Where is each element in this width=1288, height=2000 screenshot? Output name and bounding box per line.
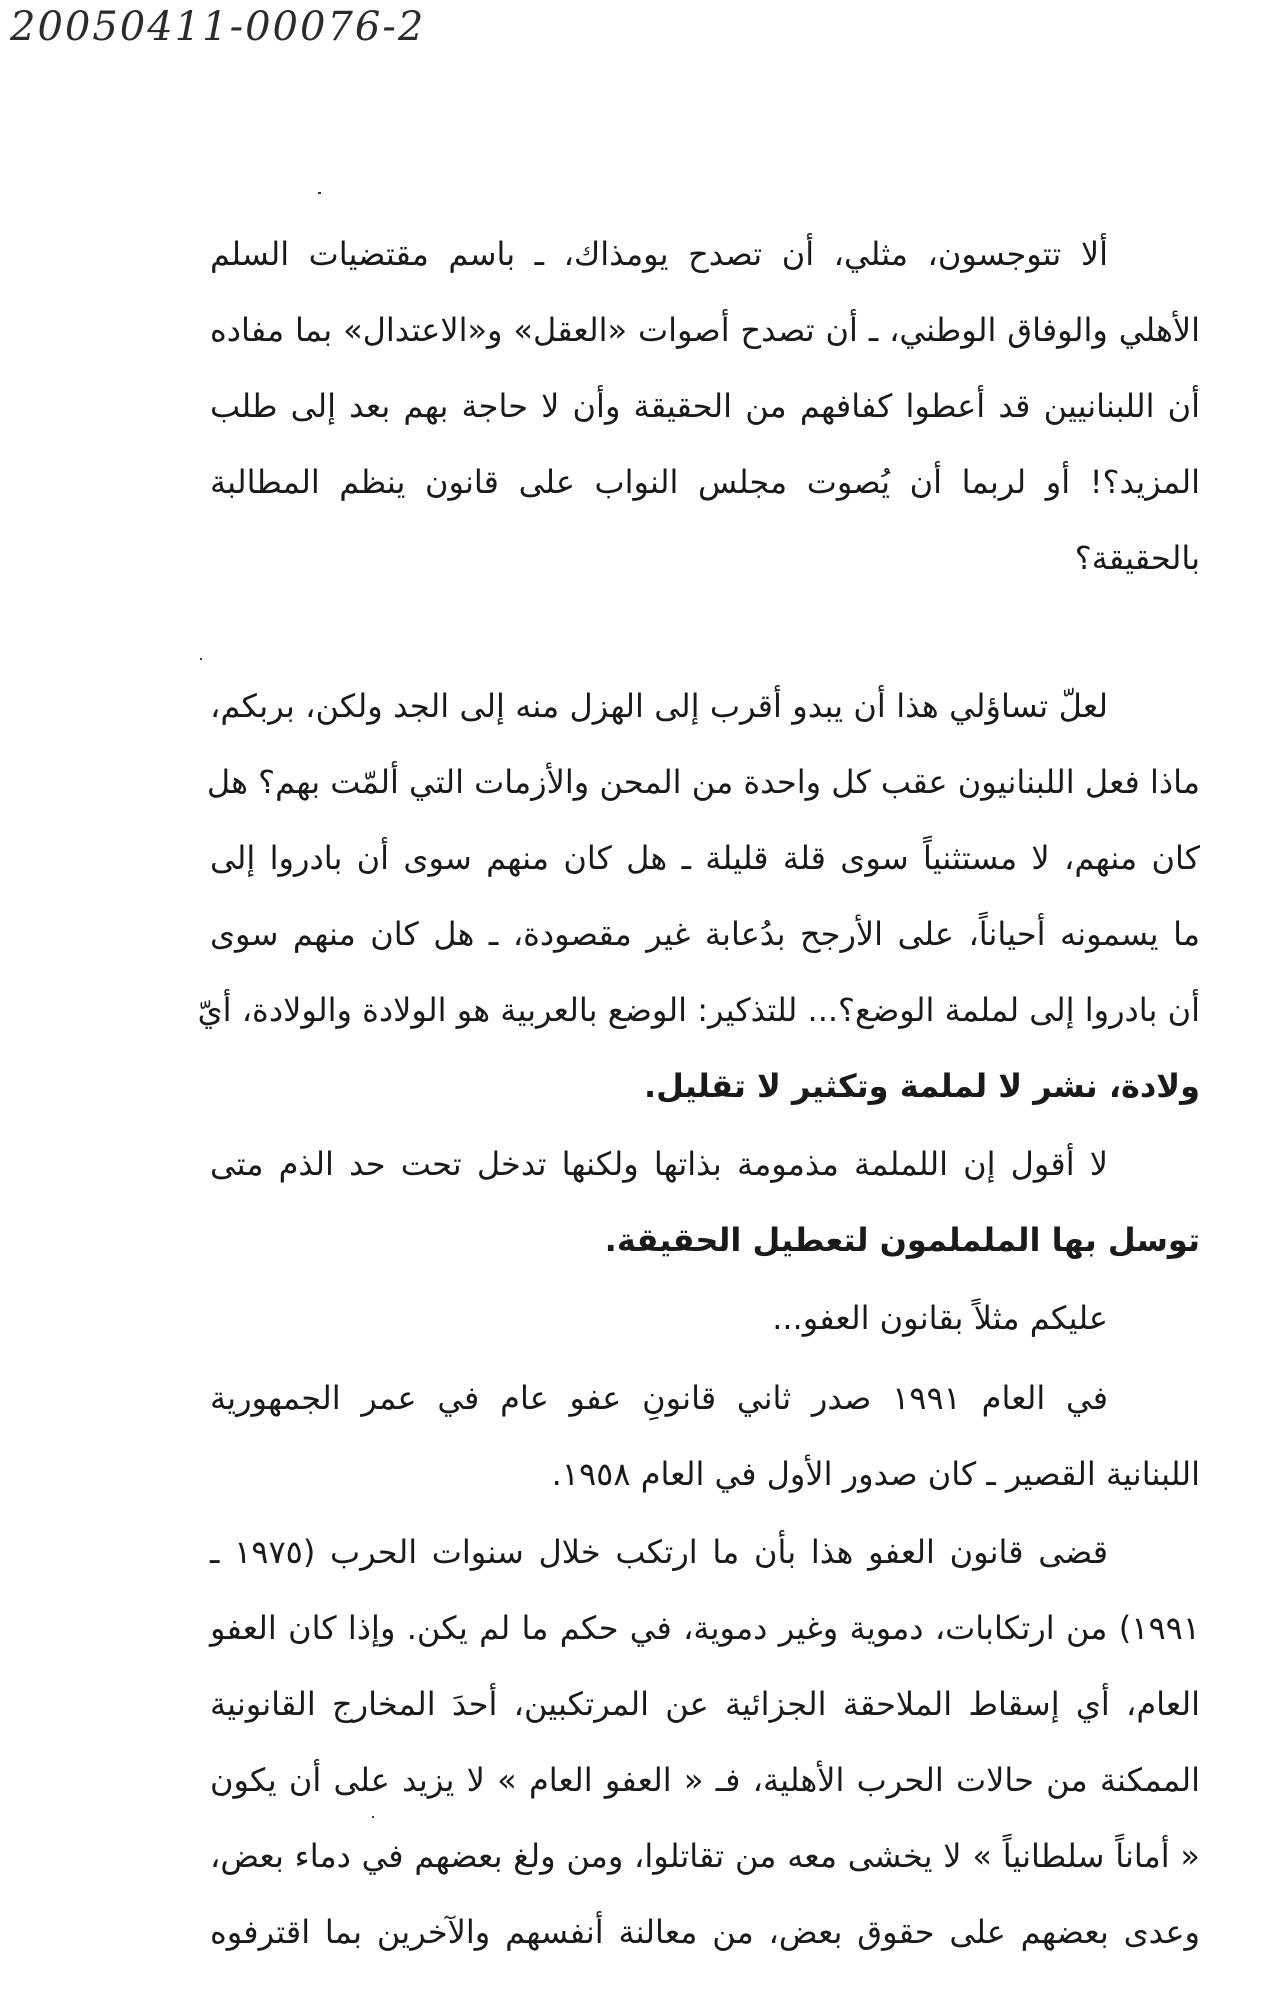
scan-speck [318,192,321,194]
text-line: قضى قانون العفو هذا بأن ما ارتكب خلال سنوات الحرب (١٩٧٥ ـ [210,1533,1109,1571]
paragraph-6 [210,1514,1200,1970]
text-line: ما يسمونه أحياناً، على الأرجح بدُعابة غير مقصودة، ـ هل كان منهم سوى [210,915,1200,953]
text-line: أن اللبنانيين قد أعطوا كفافهم من الحقيقة وأن لا حاجة بهم بعد إلى طلب [210,387,1200,425]
text-line: الممكنة من حالات الحرب الأهلية، فـ « العفو العام » لا يزيد على أن يكون [210,1761,1200,1799]
text-line: أن بادروا إلى لملمة الوضع؟... للتذكير: الوضع بالعربية هو الولادة والولادة، أيّ [197,991,1200,1029]
text-line: عليكم مثلاً بقانون العفو... [772,1299,1108,1337]
paragraph-5 [210,1360,1200,1512]
text-line: توسل بها الململمون لتعطيل الحقيقة. [604,1221,1200,1259]
text-line: « أماناً سلطانياً » لا يخشى معه من تقاتلوا، ومن ولغ بعضهم في دماء بعض، [210,1837,1200,1875]
text-line: لا أقول إن اللملمة مذمومة بذاتها ولكنها تدخل تحت حد الذم متى [210,1145,1108,1183]
text-line: العام، أي إسقاط الملاحقة الجزائية عن المرتكبين، أحدَ المخارج القانونية [210,1685,1200,1723]
paragraph-4 [210,1280,1200,1356]
paragraph-2 [197,668,1200,1124]
handwritten-document-id: 20050411-00076-2 [10,4,426,50]
text-line: الأهلي والوفاق الوطني، ـ أن تصدح أصوات «العقل» و«الاعتدال» بما مفاده [210,311,1200,349]
scan-speck [200,658,202,660]
text-line: ١٩٩١) من ارتكابات، دموية وغير دموية، في حكم ما لم يكن. وإذا كان العفو [210,1609,1200,1647]
text-line: وعدى بعضهم على حقوق بعض، من معالنة أنفسهم والآخرين بما اقترفوه [210,1913,1200,1951]
text-line: ألا تتوجسون، مثلي، أن تصدح يومذاك، ـ باسم مقتضيات السلم [210,235,1108,273]
text-line: ماذا فعل اللبنانيون عقب كل واحدة من المحن والأزمات التي ألمّت بهم؟ هل [206,763,1200,801]
paragraph-3 [210,1126,1200,1278]
text-line: في العام ١٩٩١ صدر ثاني قانونِ عفو عام في عمر الجمهورية [210,1379,1109,1417]
text-line: بالحقيقة؟ [1074,539,1200,577]
text-line: لعلّ تساؤلي هذا أن يبدو أقرب إلى الهزل منه إلى الجد ولكن، بربكم، [210,687,1108,725]
paragraph-1 [210,216,1200,596]
text-line: ولادة، نشر لا لملمة وتكثير لا تقليل. [644,1067,1200,1105]
text-line: اللبنانية القصير ـ كان صدور الأول في العام ١٩٥٨. [551,1455,1200,1493]
text-line: المزيد؟! أو لربما أن يُصوت مجلس النواب على قانون ينظم المطالبة [210,463,1200,501]
text-line: كان منهم، لا مستثنياً سوى قلة قليلة ـ هل كان منهم سوى أن بادروا إلى [210,839,1200,877]
